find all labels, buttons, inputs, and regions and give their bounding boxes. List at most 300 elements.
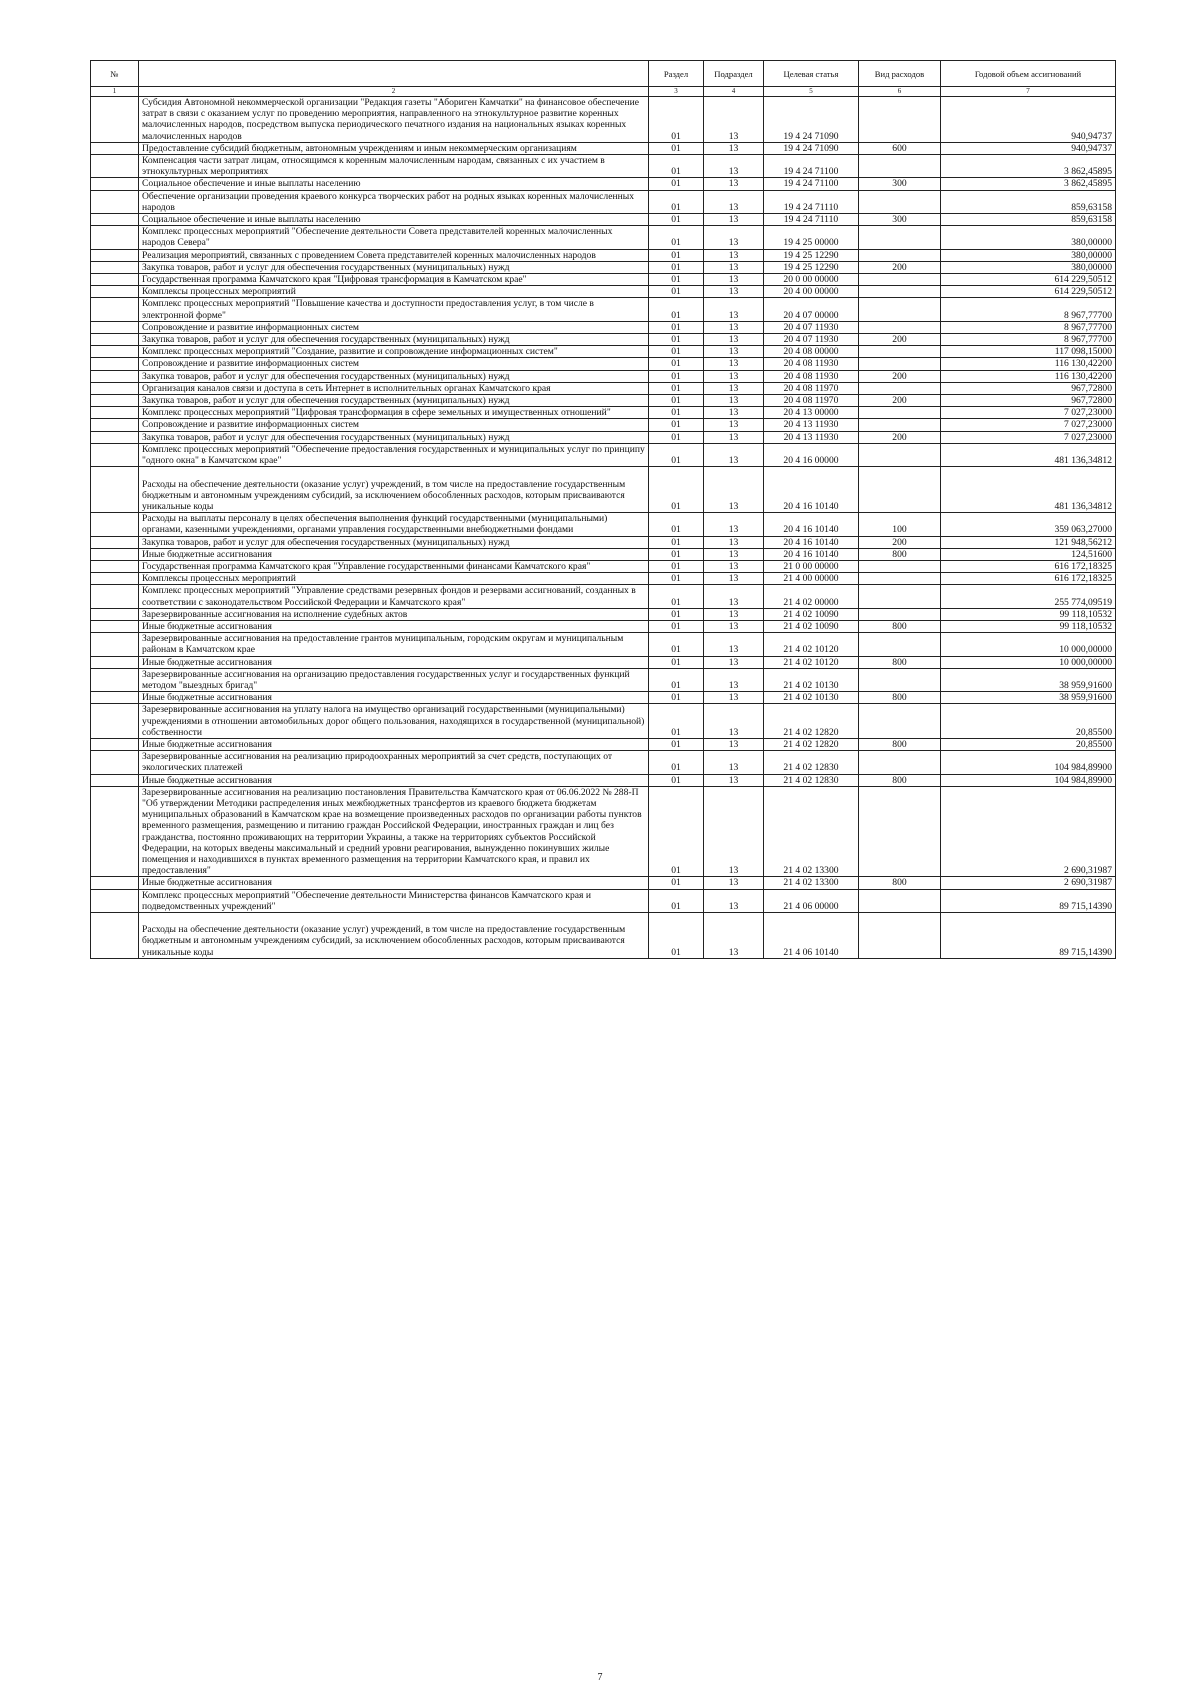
- row-target-cell: 21 4 02 10090: [764, 620, 859, 632]
- table-row: [91, 536, 1116, 548]
- row-section-cell: 01: [649, 407, 704, 419]
- row-exptype-cell: 600: [859, 142, 941, 154]
- column-number: 6: [859, 87, 941, 97]
- row-exptype-cell: 800: [859, 877, 941, 889]
- row-subsection-cell: 13: [704, 155, 764, 178]
- row-target-cell: 20 4 13 11930: [764, 419, 859, 431]
- row-name-cell: Предоставление субсидий бюджетным, автономным учреждениям и иным некоммерческим организациям: [139, 142, 649, 154]
- row-exptype-cell: [859, 585, 941, 608]
- row-amount-cell: 481 136,34812: [941, 467, 1116, 513]
- row-exptype-cell: [859, 382, 941, 394]
- header-exptype: Вид расходов: [859, 61, 941, 87]
- row-name-cell: Социальное обеспечение и иные выплаты населению: [139, 214, 649, 226]
- row-number-cell: [91, 142, 139, 154]
- row-amount-cell: 38 959,91600: [941, 668, 1116, 691]
- row-target-cell: 19 4 25 12290: [764, 249, 859, 261]
- row-section-cell: 01: [649, 585, 704, 608]
- row-number-cell: [91, 155, 139, 178]
- row-exptype-cell: 200: [859, 431, 941, 443]
- row-number-cell: [91, 692, 139, 704]
- row-number-cell: [91, 214, 139, 226]
- row-target-cell: 20 4 08 00000: [764, 346, 859, 358]
- table-body: [91, 97, 1116, 959]
- row-name-cell: Комплекс процессных мероприятий "Обеспечение деятельности Министерства финансов Камчатского края и подведомственных учреждений": [139, 889, 649, 912]
- table-row: [91, 370, 1116, 382]
- row-number-cell: [91, 382, 139, 394]
- column-number: 2: [139, 87, 649, 97]
- column-number-row: [91, 87, 1116, 97]
- row-amount-cell: 3 862,45895: [941, 155, 1116, 178]
- row-exptype-cell: 300: [859, 214, 941, 226]
- row-target-cell: 21 4 02 12830: [764, 774, 859, 786]
- row-section-cell: 01: [649, 573, 704, 585]
- table-row: [91, 382, 1116, 394]
- column-number: 4: [704, 87, 764, 97]
- row-amount-cell: 8 967,77700: [941, 321, 1116, 333]
- row-number-cell: [91, 656, 139, 668]
- row-target-cell: 21 4 06 00000: [764, 889, 859, 912]
- row-target-cell: 21 4 06 10140: [764, 913, 859, 959]
- header-name: [139, 61, 649, 87]
- row-section-cell: 01: [649, 704, 704, 739]
- row-exptype-cell: [859, 608, 941, 620]
- row-section-cell: 01: [649, 786, 704, 877]
- row-name-cell: Комплексы процессных мероприятий: [139, 573, 649, 585]
- row-number-cell: [91, 536, 139, 548]
- row-target-cell: 20 4 08 11930: [764, 370, 859, 382]
- row-subsection-cell: 13: [704, 585, 764, 608]
- row-name-cell: Реализация мероприятий, связанных с проведением Совета представителей коренных малочисленных народов: [139, 249, 649, 261]
- row-name-cell: Иные бюджетные ассигнования: [139, 774, 649, 786]
- row-amount-cell: 616 172,18325: [941, 560, 1116, 572]
- row-amount-cell: 20,85500: [941, 738, 1116, 750]
- row-target-cell: 21 4 02 10120: [764, 656, 859, 668]
- row-amount-cell: 7 027,23000: [941, 407, 1116, 419]
- budget-table: [90, 60, 1116, 959]
- row-target-cell: 21 0 00 00000: [764, 560, 859, 572]
- row-amount-cell: 10 000,00000: [941, 633, 1116, 656]
- table-row: [91, 261, 1116, 273]
- row-subsection-cell: 13: [704, 738, 764, 750]
- row-section-cell: 01: [649, 774, 704, 786]
- header-row: [91, 61, 1116, 87]
- table-row: [91, 585, 1116, 608]
- row-amount-cell: 255 774,09519: [941, 585, 1116, 608]
- row-target-cell: 21 4 02 10120: [764, 633, 859, 656]
- row-section-cell: 01: [649, 249, 704, 261]
- header-section: Раздел: [649, 61, 704, 87]
- table-row: [91, 274, 1116, 286]
- row-amount-cell: 124,51600: [941, 548, 1116, 560]
- row-exptype-cell: [859, 633, 941, 656]
- row-target-cell: 19 4 24 71110: [764, 190, 859, 213]
- row-subsection-cell: 13: [704, 573, 764, 585]
- row-section-cell: 01: [649, 214, 704, 226]
- row-target-cell: 20 4 07 11930: [764, 334, 859, 346]
- table-row: [91, 178, 1116, 190]
- row-amount-cell: 99 118,10532: [941, 620, 1116, 632]
- row-exptype-cell: [859, 786, 941, 877]
- table-row: [91, 513, 1116, 536]
- row-number-cell: [91, 321, 139, 333]
- table-row: [91, 226, 1116, 249]
- row-target-cell: 21 4 02 12830: [764, 751, 859, 774]
- row-exptype-cell: 200: [859, 370, 941, 382]
- row-number-cell: [91, 620, 139, 632]
- row-subsection-cell: 13: [704, 608, 764, 620]
- row-target-cell: 21 4 02 12820: [764, 738, 859, 750]
- row-exptype-cell: [859, 913, 941, 959]
- row-number-cell: [91, 190, 139, 213]
- row-section-cell: 01: [649, 274, 704, 286]
- row-section-cell: 01: [649, 178, 704, 190]
- table-row: [91, 407, 1116, 419]
- row-subsection-cell: 13: [704, 467, 764, 513]
- row-subsection-cell: 13: [704, 249, 764, 261]
- row-subsection-cell: 13: [704, 382, 764, 394]
- row-amount-cell: 104 984,89900: [941, 751, 1116, 774]
- row-name-cell: Зарезервированные ассигнования на исполнение судебных актов: [139, 608, 649, 620]
- table-row: [91, 334, 1116, 346]
- row-name-cell: Компенсация части затрат лицам, относящимся к коренным малочисленным народам, связанных с их участием в этнокультурных мероприятиях: [139, 155, 649, 178]
- row-name-cell: Комплексы процессных мероприятий: [139, 286, 649, 298]
- row-target-cell: 21 4 02 00000: [764, 585, 859, 608]
- row-target-cell: 21 4 02 12820: [764, 704, 859, 739]
- row-subsection-cell: 13: [704, 786, 764, 877]
- row-number-cell: [91, 346, 139, 358]
- table-row: [91, 877, 1116, 889]
- row-name-cell: Закупка товаров, работ и услуг для обеспечения государственных (муниципальных) нужд: [139, 431, 649, 443]
- table-row: [91, 774, 1116, 786]
- row-exptype-cell: 800: [859, 774, 941, 786]
- row-subsection-cell: 13: [704, 913, 764, 959]
- row-name-cell: Организация каналов связи и доступа в сеть Интернет в исполнительных органах Камчатского края: [139, 382, 649, 394]
- table-row: [91, 889, 1116, 912]
- row-amount-cell: 859,63158: [941, 190, 1116, 213]
- row-amount-cell: 967,72800: [941, 382, 1116, 394]
- row-amount-cell: 359 063,27000: [941, 513, 1116, 536]
- row-exptype-cell: 800: [859, 692, 941, 704]
- table-row: [91, 321, 1116, 333]
- row-number-cell: [91, 585, 139, 608]
- row-target-cell: 20 4 16 00000: [764, 443, 859, 466]
- table-row: [91, 298, 1116, 321]
- row-name-cell: Сопровождение и развитие информационных систем: [139, 358, 649, 370]
- table-row: [91, 548, 1116, 560]
- row-number-cell: [91, 286, 139, 298]
- row-target-cell: 20 4 16 10140: [764, 536, 859, 548]
- row-amount-cell: 117 098,15000: [941, 346, 1116, 358]
- row-name-cell: Комплекс процессных мероприятий "Цифровая трансформация в сфере земельных и имущественных отношений": [139, 407, 649, 419]
- row-target-cell: 21 4 02 13300: [764, 877, 859, 889]
- row-target-cell: 20 4 07 11930: [764, 321, 859, 333]
- table-row: [91, 913, 1116, 959]
- row-subsection-cell: 13: [704, 513, 764, 536]
- row-name-cell: Государственная программа Камчатского края "Управление государственными финансами Камчатского края": [139, 560, 649, 572]
- table-row: [91, 419, 1116, 431]
- row-number-cell: [91, 467, 139, 513]
- header-num: №: [91, 61, 139, 87]
- row-subsection-cell: 13: [704, 431, 764, 443]
- header-amount: Годовой объем ассигнований: [941, 61, 1116, 87]
- row-subsection-cell: 13: [704, 321, 764, 333]
- row-section-cell: 01: [649, 382, 704, 394]
- row-name-cell: Государственная программа Камчатского края "Цифровая трансформация в Камчатском крае": [139, 274, 649, 286]
- row-amount-cell: 859,63158: [941, 214, 1116, 226]
- column-number: 3: [649, 87, 704, 97]
- row-name-cell: Субсидия Автономной некоммерческой организации "Редакция газеты "Абориген Камчатки" на финансовое обеспечение затрат в связи с оказанием услуг по проведению мероприятия, направленного на этнокультурное развитие коренных малочисленных народов, посредством выпуска периодического печатного издания на национальных языках коренных малочисленных народов: [139, 97, 649, 143]
- row-exptype-cell: [859, 407, 941, 419]
- row-subsection-cell: 13: [704, 633, 764, 656]
- row-name-cell: Закупка товаров, работ и услуг для обеспечения государственных (муниципальных) нужд: [139, 334, 649, 346]
- row-number-cell: [91, 560, 139, 572]
- row-name-cell: Иные бюджетные ассигнования: [139, 548, 649, 560]
- row-amount-cell: 481 136,34812: [941, 443, 1116, 466]
- column-number: 1: [91, 87, 139, 97]
- row-section-cell: 01: [649, 877, 704, 889]
- row-amount-cell: 89 715,14390: [941, 913, 1116, 959]
- table-row: [91, 704, 1116, 739]
- row-target-cell: 20 4 13 11930: [764, 431, 859, 443]
- row-section-cell: 01: [649, 226, 704, 249]
- row-amount-cell: 380,00000: [941, 261, 1116, 273]
- row-section-cell: 01: [649, 298, 704, 321]
- row-name-cell: Закупка товаров, работ и услуг для обеспечения государственных (муниципальных) нужд: [139, 261, 649, 273]
- row-exptype-cell: [859, 358, 941, 370]
- row-exptype-cell: [859, 467, 941, 513]
- row-subsection-cell: 13: [704, 751, 764, 774]
- row-number-cell: [91, 548, 139, 560]
- row-subsection-cell: 13: [704, 620, 764, 632]
- row-amount-cell: 940,94737: [941, 142, 1116, 154]
- row-name-cell: Комплекс процессных мероприятий "Повышение качества и доступности предоставления услуг, в том числе в электронной форме": [139, 298, 649, 321]
- table-row: [91, 214, 1116, 226]
- row-number-cell: [91, 608, 139, 620]
- row-section-cell: 01: [649, 620, 704, 632]
- row-section-cell: 01: [649, 608, 704, 620]
- row-name-cell: Комплекс процессных мероприятий "Управление средствами резервных фондов и резервами ассигнований, созданных в соответствии с законодательством Российской Федерации и Камчатского края": [139, 585, 649, 608]
- row-name-cell: Зарезервированные ассигнования на реализацию постановления Правительства Камчатского края от 06.06.2022 № 288-П "Об утверждении Методики распределения иных межбюджетных трансфертов из краевого бюджета бюджетам муниципальных образований в Камчатском крае на возмещение произведенных расходов по организации работы пунктов временного размещения, размещению и питанию граждан Российской Федерации, иностранных граждан и лиц без гражданства, постоянно проживающих на территории Украины, а также на территориях субъектов Российской Федерации, на которых введены максимальный и средний уровни реагирования, вынужденно покинувших жилые помещения и находившихся в пунктах временного размещения на территории Камчатского края, и правил их предоставления": [139, 786, 649, 877]
- row-exptype-cell: [859, 704, 941, 739]
- row-section-cell: 01: [649, 656, 704, 668]
- row-exptype-cell: 200: [859, 536, 941, 548]
- row-name-cell: Обеспечение организации проведения краевого конкурса творческих работ на родных языках коренных малочисленных народов: [139, 190, 649, 213]
- row-subsection-cell: 13: [704, 407, 764, 419]
- table-row: [91, 155, 1116, 178]
- row-exptype-cell: [859, 321, 941, 333]
- row-section-cell: 01: [649, 370, 704, 382]
- table-row: [91, 190, 1116, 213]
- row-exptype-cell: [859, 286, 941, 298]
- row-number-cell: [91, 913, 139, 959]
- row-section-cell: 01: [649, 913, 704, 959]
- row-subsection-cell: 13: [704, 889, 764, 912]
- table-row: [91, 395, 1116, 407]
- row-exptype-cell: 800: [859, 656, 941, 668]
- row-target-cell: 19 4 24 71090: [764, 142, 859, 154]
- table-row: [91, 738, 1116, 750]
- row-exptype-cell: [859, 419, 941, 431]
- row-name-cell: Зарезервированные ассигнования на уплату налога на имущество организаций государственными (муниципальными) учреждениями в отношении автомобильных дорог общего пользования, находящихся в государственной (муниципальной) собственности: [139, 704, 649, 739]
- row-section-cell: 01: [649, 334, 704, 346]
- table-row: [91, 656, 1116, 668]
- row-amount-cell: 38 959,91600: [941, 692, 1116, 704]
- row-section-cell: 01: [649, 358, 704, 370]
- table-row: [91, 358, 1116, 370]
- table-row: [91, 142, 1116, 154]
- table-row: [91, 608, 1116, 620]
- row-number-cell: [91, 704, 139, 739]
- row-exptype-cell: [859, 751, 941, 774]
- row-section-cell: 01: [649, 668, 704, 691]
- row-amount-cell: 116 130,42200: [941, 370, 1116, 382]
- table-row: [91, 751, 1116, 774]
- row-number-cell: [91, 431, 139, 443]
- row-number-cell: [91, 419, 139, 431]
- row-exptype-cell: 800: [859, 548, 941, 560]
- row-target-cell: 19 4 25 00000: [764, 226, 859, 249]
- row-name-cell: Комплекс процессных мероприятий "Создание, развитие и сопровождение информационных систем": [139, 346, 649, 358]
- row-name-cell: Расходы на обеспечение деятельности (оказание услуг) учреждений, в том числе на предоставление государственным бюджетным и автономным учреждениям субсидий, за исключением обособленных расходов, которым присваиваются уникальные коды: [139, 913, 649, 959]
- row-subsection-cell: 13: [704, 560, 764, 572]
- row-number-cell: [91, 358, 139, 370]
- row-name-cell: Сопровождение и развитие информационных систем: [139, 419, 649, 431]
- row-subsection-cell: 13: [704, 774, 764, 786]
- row-amount-cell: 614 229,50512: [941, 274, 1116, 286]
- budget-document: [90, 60, 1115, 959]
- row-target-cell: 20 4 16 10140: [764, 467, 859, 513]
- row-name-cell: Зарезервированные ассигнования на организацию предоставления государственных услуг и государственных функций методом "выездных бригад": [139, 668, 649, 691]
- row-subsection-cell: 13: [704, 692, 764, 704]
- row-number-cell: [91, 178, 139, 190]
- row-number-cell: [91, 668, 139, 691]
- row-exptype-cell: [859, 274, 941, 286]
- row-section-cell: 01: [649, 692, 704, 704]
- row-amount-cell: 2 690,31987: [941, 877, 1116, 889]
- row-amount-cell: 121 948,56212: [941, 536, 1116, 548]
- row-number-cell: [91, 751, 139, 774]
- table-row: [91, 692, 1116, 704]
- row-subsection-cell: 13: [704, 877, 764, 889]
- row-exptype-cell: 800: [859, 738, 941, 750]
- row-section-cell: 01: [649, 346, 704, 358]
- row-section-cell: 01: [649, 889, 704, 912]
- row-target-cell: 21 4 02 10130: [764, 668, 859, 691]
- row-name-cell: Зарезервированные ассигнования на реализацию природоохранных мероприятий за счет средств, поступающих от экологических платежей: [139, 751, 649, 774]
- row-exptype-cell: [859, 190, 941, 213]
- row-name-cell: Комплекс процессных мероприятий "Обеспечение предоставления государственных и муниципальных услуг по принципу "одного окна" в Камчатском крае": [139, 443, 649, 466]
- row-subsection-cell: 13: [704, 358, 764, 370]
- row-section-cell: 01: [649, 548, 704, 560]
- row-amount-cell: 614 229,50512: [941, 286, 1116, 298]
- row-target-cell: 20 4 08 11970: [764, 382, 859, 394]
- row-number-cell: [91, 226, 139, 249]
- row-subsection-cell: 13: [704, 214, 764, 226]
- table-row: [91, 97, 1116, 143]
- row-number-cell: [91, 274, 139, 286]
- table-row: [91, 786, 1116, 877]
- row-target-cell: 20 4 07 00000: [764, 298, 859, 321]
- row-amount-cell: 10 000,00000: [941, 656, 1116, 668]
- row-target-cell: 20 4 08 11930: [764, 358, 859, 370]
- row-number-cell: [91, 633, 139, 656]
- row-subsection-cell: 13: [704, 656, 764, 668]
- row-section-cell: 01: [649, 97, 704, 143]
- row-target-cell: 19 4 25 12290: [764, 261, 859, 273]
- row-number-cell: [91, 261, 139, 273]
- row-exptype-cell: 100: [859, 513, 941, 536]
- row-exptype-cell: [859, 226, 941, 249]
- table-row: [91, 560, 1116, 572]
- row-section-cell: 01: [649, 395, 704, 407]
- row-target-cell: 20 4 16 10140: [764, 548, 859, 560]
- row-section-cell: 01: [649, 321, 704, 333]
- table-row: [91, 443, 1116, 466]
- row-subsection-cell: 13: [704, 97, 764, 143]
- row-amount-cell: 3 862,45895: [941, 178, 1116, 190]
- row-amount-cell: 7 027,23000: [941, 431, 1116, 443]
- row-target-cell: 19 4 24 71100: [764, 155, 859, 178]
- header-subsection: Подраздел: [704, 61, 764, 87]
- page-number: 7: [597, 1672, 603, 1683]
- column-number: 7: [941, 87, 1116, 97]
- row-section-cell: 01: [649, 513, 704, 536]
- row-target-cell: 20 4 00 00000: [764, 286, 859, 298]
- row-name-cell: Иные бюджетные ассигнования: [139, 620, 649, 632]
- row-exptype-cell: [859, 668, 941, 691]
- row-exptype-cell: 800: [859, 620, 941, 632]
- row-number-cell: [91, 443, 139, 466]
- table-row: [91, 346, 1116, 358]
- row-amount-cell: 967,72800: [941, 395, 1116, 407]
- row-name-cell: Социальное обеспечение и иные выплаты населению: [139, 178, 649, 190]
- row-subsection-cell: 13: [704, 704, 764, 739]
- row-target-cell: 20 4 16 10140: [764, 513, 859, 536]
- table-row: [91, 286, 1116, 298]
- row-number-cell: [91, 395, 139, 407]
- row-subsection-cell: 13: [704, 334, 764, 346]
- row-name-cell: Зарезервированные ассигнования на предоставление грантов муниципальным, городским округам и муниципальным районам в Камчатском крае: [139, 633, 649, 656]
- row-target-cell: 20 0 00 00000: [764, 274, 859, 286]
- row-subsection-cell: 13: [704, 190, 764, 213]
- row-subsection-cell: 13: [704, 548, 764, 560]
- row-number-cell: [91, 334, 139, 346]
- row-amount-cell: 8 967,77700: [941, 298, 1116, 321]
- row-amount-cell: 380,00000: [941, 249, 1116, 261]
- row-number-cell: [91, 738, 139, 750]
- row-name-cell: Иные бюджетные ассигнования: [139, 656, 649, 668]
- column-number: 5: [764, 87, 859, 97]
- row-exptype-cell: [859, 97, 941, 143]
- row-subsection-cell: 13: [704, 261, 764, 273]
- row-section-cell: 01: [649, 633, 704, 656]
- row-number-cell: [91, 573, 139, 585]
- row-amount-cell: 7 027,23000: [941, 419, 1116, 431]
- row-subsection-cell: 13: [704, 395, 764, 407]
- row-target-cell: 20 4 08 11970: [764, 395, 859, 407]
- row-subsection-cell: 13: [704, 370, 764, 382]
- row-number-cell: [91, 370, 139, 382]
- row-section-cell: 01: [649, 142, 704, 154]
- row-subsection-cell: 13: [704, 536, 764, 548]
- row-exptype-cell: [859, 560, 941, 572]
- row-section-cell: 01: [649, 560, 704, 572]
- row-section-cell: 01: [649, 536, 704, 548]
- row-number-cell: [91, 877, 139, 889]
- row-number-cell: [91, 298, 139, 321]
- row-amount-cell: 99 118,10532: [941, 608, 1116, 620]
- row-name-cell: Сопровождение и развитие информационных систем: [139, 321, 649, 333]
